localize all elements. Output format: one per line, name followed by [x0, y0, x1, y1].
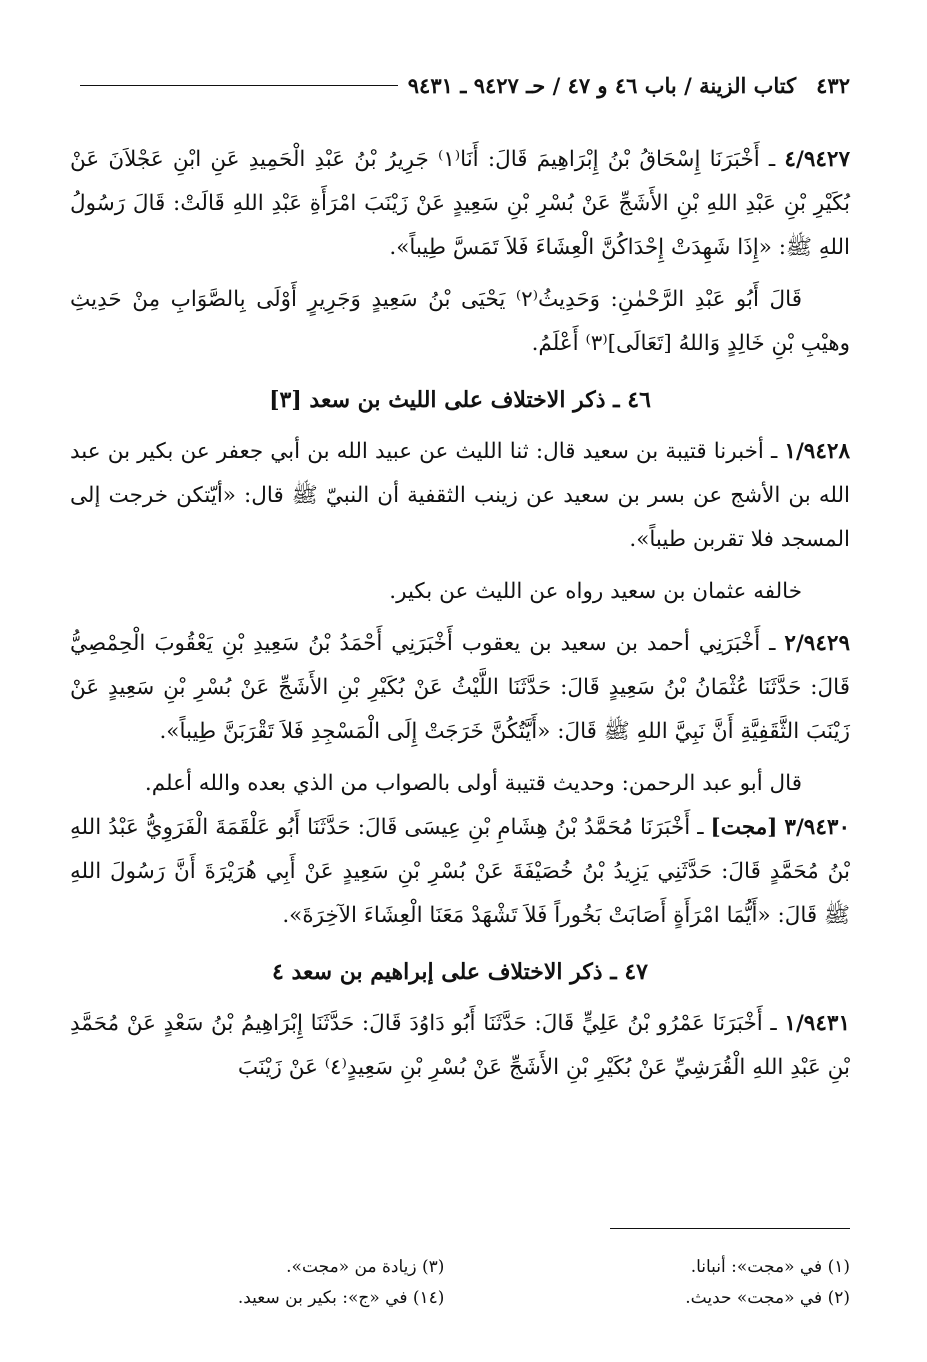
footnotes — [70, 1252, 850, 1314]
hadith-text: ـ أَخْبَرَنَا عَمْرُو بْنُ عَلِيٍّ قَالَ: حَدَّثَنَا أَبُو دَاوُدَ قَالَ: حَدَّثَنَا إِبْرَاهِيمُ بْنُ سَعْدٍ عَنْ مُحَمَّدِ بْنِ عَبْدِ اللهِ الْقُرَشِيِّ عَنْ بُكَيْرِ بْنِ الأَشَجِّ عَنْ بُسْرِ بْنِ سَعِيدٍ⁽٤⁾ عَنْ زَيْنَبَ — [70, 1011, 850, 1080]
hadith-text: ـ أَخْبَرَنَا مُحَمَّدُ بْنُ هِشَامِ بْنِ عِيسَى قَالَ: حَدَّثَنَا أَبُو عَلْقَمَةَ الْفَرَوِيُّ عَبْدُ اللهِ بْنُ مُحَمَّدٍ قَالَ: حَدَّثَنِي يَزِيدُ بْنُ خُصَيْفَةَ عَنْ بُسْرِ بْنِ سَعِيدٍ عَنْ أَبِي هُرَيْرَةَ أَنَّ رَسُولَ اللهِ ﷺ قَالَ: «أَيُّمَا امْرَأَةٍ أَصَابَتْ بَخُوراً فَلاَ تَشْهَدْ مَعَنَا الْعِشَاءَ الآخِرَةَ». — [70, 815, 850, 928]
header-rule — [80, 85, 398, 86]
hadith-number: ٣/٩٤٣٠ — [784, 815, 850, 840]
hadith-number: ١/٩٤٣١ — [784, 1011, 850, 1036]
footnote-2: (٢) في «مجت» حديث. — [685, 1288, 850, 1308]
page-header — [70, 68, 850, 102]
footnote-3: (٣) زيادة من «مجت». — [286, 1257, 445, 1277]
author-comment: قال أبو عبد الرحمن: وحديث قتيبة أولى بالصواب من الذي بعده والله أعلم. — [144, 771, 802, 796]
hadith-9428 — [70, 430, 850, 562]
hadith-number: ١/٩٤٢٨ — [784, 439, 850, 464]
section-heading-46: ٤٦ ـ ذكر الاختلاف على الليث بن سعد [٣] — [269, 387, 651, 413]
main-text — [70, 138, 850, 1090]
hadith-9430 — [70, 806, 850, 938]
footnote-4: (١٤) في «ج»: بكير بن سعيد. — [237, 1288, 445, 1308]
author-comment: قَالَ أَبُو عَبْدِ الرَّحْمٰنِ: وَحَدِيثُ⁽٢⁾ يَحْيَى بْنُ سَعِيدٍ وَجَرِيرٍ أَوْلَى بِالصَّوَابِ مِنْ حَدِيثِ وهيْبِ بْنِ خَالِدٍ وَاللهُ [تَعَالَى]⁽٣⁾ أَعْلَمُ. — [70, 287, 850, 356]
hadith-9429 — [70, 622, 850, 754]
hadith-text: ـ أَخْبَرَنِي أحمد بن سعيد بن يعقوب أَخْبَرَنِي أَحْمَدُ بْنُ سَعِيدِ بْنِ يَعْقُوبَ الْحِمْصِيُّ قَالَ: حَدَّثَنَا عُثْمَانُ بْنُ سَعِيدٍ قَالَ: حَدَّثَنَا اللَّيْثُ عَنْ بُكَيْرِ بْنِ الأَشَجِّ عَنْ بُسْرِ بْنِ سَعِيدٍ عَنْ زَيْنَبَ الثَّقَفِيَّةِ أَنَّ نَبِيَّ اللهِ ﷺ قَالَ: «أَيَّتُكُنَّ خَرَجَتْ إِلَى الْمَسْجِدِ فَلاَ تَقْرَبَنَّ طِيباً». — [70, 631, 850, 744]
author-comment: خالفه عثمان بن سعيد رواه عن الليث عن بكير. — [389, 579, 802, 604]
hadith-number: ٢/٩٤٢٩ — [784, 631, 850, 656]
hadith-text: ـ أَخْبَرَنَا إِسْحَاقُ بْنُ إِبْرَاهِيمَ قَالَ: أَنَا⁽١⁾ جَرِيرُ بْنُ عَبْدِ الْحَمِيدِ عَنِ ابْنِ عَجْلاَنَ عَنْ بُكَيْرِ بْنِ عَبْدِ اللهِ بْنِ الأَشَجِّ عَنْ بُسْرِ بْنِ سَعِيدٍ عَنْ زَيْنَبَ امْرَأَةِ عَبْدِ اللهِ قَالَتْ: قَالَ رَسُولُ اللهِ ﷺ: «إِذَا شَهِدَتْ إِحْدَاكُنَّ الْعِشَاءَ فَلاَ تَمَسَّ طِيباً». — [70, 147, 850, 260]
footnote-rule — [610, 1228, 850, 1229]
running-title: كتاب الزينة / باب ٤٦ و ٤٧ / حـ ٩٤٢٧ ـ ٩٤٣١ — [407, 72, 797, 98]
footnote-1: (١) في «مجت»: أنبانا. — [690, 1257, 850, 1277]
page-number: ٤٣٢ — [816, 72, 850, 98]
hadith-text: ـ أخبرنا قتيبة بن سعيد قال: ثنا الليث عن عبيد الله بن أبي جعفر عن بكير بن عبد الله بن الأشج عن بسر بن سعيد عن زينب الثقفية أن النبيّ ﷺ قال: «أيّتكن خرجت إلى المسجد فلا تقربن طيباً». — [70, 439, 850, 552]
hadith-number: ٤/٩٤٢٧ — [784, 147, 851, 172]
hadith-9427 — [70, 138, 850, 270]
source-tag: [مجت] — [710, 815, 778, 840]
document-page — [70, 68, 851, 1308]
section-heading-47: ٤٧ ـ ذكر الاختلاف على إبراهيم بن سعد ٤ — [271, 959, 648, 985]
hadith-9431 — [70, 1002, 850, 1090]
